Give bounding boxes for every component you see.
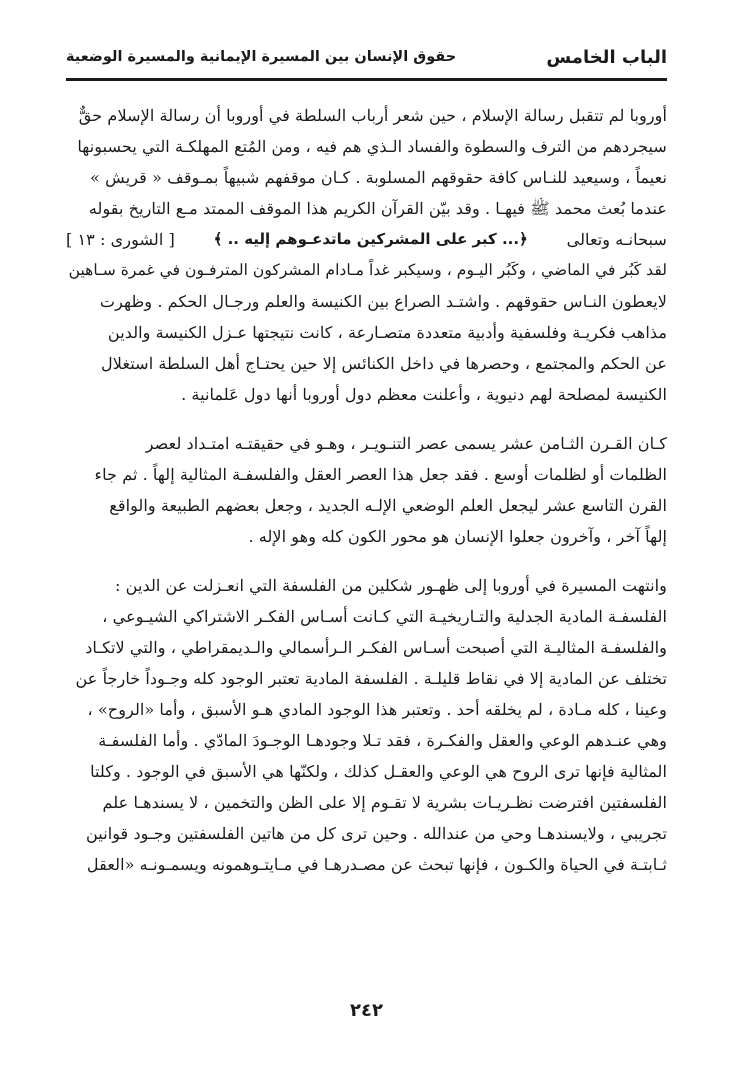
quran-verse: ﴿... كبر على المشركين ماتدعـوهم إليه .. ﴾ [213, 230, 528, 248]
text-line: أوروبا لم تتقبل رسالة الإسلام ، حين شعر أرباب السلطة في أوروبا أن رسالة الإسلام حقٌّ [78, 106, 667, 125]
text-line: تجريبي ، ولايسندهـا وحي من عندالله . وحين ترى كل من هاتين الفلسفتين وجـود قوانين [85, 824, 667, 843]
text-line: مذاهب فكريـة وفلسفية وأدبية متعددة متصـارعة ، كانت نتيجتها عـزل الكنيسة والدين [107, 323, 667, 342]
text-line: لقد كَبُر في الماضي ، وكَبُر اليـوم ، وسيكبر غداً مـادام المشركون المترفـون في غمرة سـاهين [68, 261, 667, 279]
chapter-title: الباب الخامس [546, 46, 667, 68]
text-line: سيجردهم من الترف والسطوة والفساد الـذي هم فيه ، ومن المُتع المهلكـة التي يحسبونها [77, 137, 667, 156]
quote-lead: سبحانـه وتعالى [566, 230, 667, 249]
text-line: ثـابتـة في الحياة والكـون ، فإنها تبحث عن مصـدرهـا في مـايتـوهمونه ويسمـونـه «العقل [86, 855, 667, 874]
text-line: وعينا ، كله مـادة ، لم يخلقه أحد . وتعتبر هذا الوجود المادي هـو الأسبق ، وأما «الروح» ، [87, 700, 667, 719]
running-title: حقوق الإنسان بين المسيرة الإيمانية والمسيرة الوضعية [66, 49, 457, 65]
text-line: إلهاً آخر ، وآخرون جعلوا الإنسان هو محور الكون كله وهو الإله . [248, 527, 667, 546]
body-text [66, 100, 667, 898]
page-header [66, 40, 667, 74]
text-line: عن الحكم والمجتمع ، وحصرها في داخل الكنائس إلا حين يحتـاج أهل السلطة استغلال [101, 354, 667, 373]
text-line: القرن التاسع عشر ليجعل العلم الوضعي الإلـه الجديد ، وجعل بعضهم الطبيعة والواقع [109, 496, 667, 515]
text-line: لايعطون النـاس حقوقهم . واشتـد الصراع بين الكنيسة والعلم ورجـال الحكم . وظهرت [99, 292, 667, 311]
text-line: وهي عنـدهم الوعي والعقل والفكـرة ، فقد تـلا وجودهـا الوجـودَ المادّي . وأما الفلسفـة [98, 731, 667, 750]
text-line: نعيماً ، وسيعيد للنـاس كافة حقوقهم المسلوبة . كـان موقفهم شبيهاً بمـوقف « قريش » [90, 168, 667, 187]
text-line: الفلسفتين افترضت نظـريـات بشرية لا تقـوم إلا على الظن والتخمين ، لا يسندهـا علم [102, 793, 667, 812]
quran-quote-line [66, 224, 667, 255]
text-line: عندما بُعث محمد ﷺ فيهـا . وقد بيّن القرآن الكريم هذا الموقف الممتد مـع التاريخ بقوله [88, 199, 667, 218]
header-rule [66, 78, 667, 81]
paragraph-3 [66, 570, 667, 880]
text-line: وانتهت المسيرة في أوروبا إلى ظهـور شكلين من الفلسفة التي انعـزلت عن الدين : [115, 576, 667, 595]
paragraph-2 [66, 428, 667, 552]
text-line: كـان القـرن الثـامن عشر يسمى عصر التنـويـر ، وهـو في حقيقتـه امتـداد لعصر [145, 434, 667, 453]
paragraph-1 [66, 100, 667, 410]
text-line: تختلف عن المادية إلا في نقاط قليلـة . الفلسفة المادية تعتبر الوجود كله وجـوداً خارجاً عن [75, 669, 667, 688]
text-line: الكنيسة لمصلحة لهم دنيوية ، وأعلنت معظم دول أوروبا أنها دول عَلمانية . [181, 385, 667, 404]
text-line: والفلسفـة المثاليـة التي أصبحت أسـاس الفكـر الـرأسمالي والـديمقراطي ، والتي لاتكـاد [85, 638, 667, 657]
page-number: ٢٤٢ [350, 1000, 383, 1021]
text-line: الفلسفـة المادية الجدلية والتـاريخيـة التي كـانت أسـاس الفكـر الاشتراكي الشيـوعي ، [102, 607, 667, 626]
text-line: الظلمات أو لظلمات أوسع . فقد جعل هذا العصر العقل والفلسفـة المثالية إلهاً . ثم جاء [94, 465, 667, 484]
verse-reference: [ الشورى : ١٣ ] [66, 230, 175, 249]
text-line: المثالية فإنها ترى الروح هي الوعي والعقـل كذلك ، ولكنّها هي الأسبق في الوجود . وكلتا [90, 762, 667, 781]
